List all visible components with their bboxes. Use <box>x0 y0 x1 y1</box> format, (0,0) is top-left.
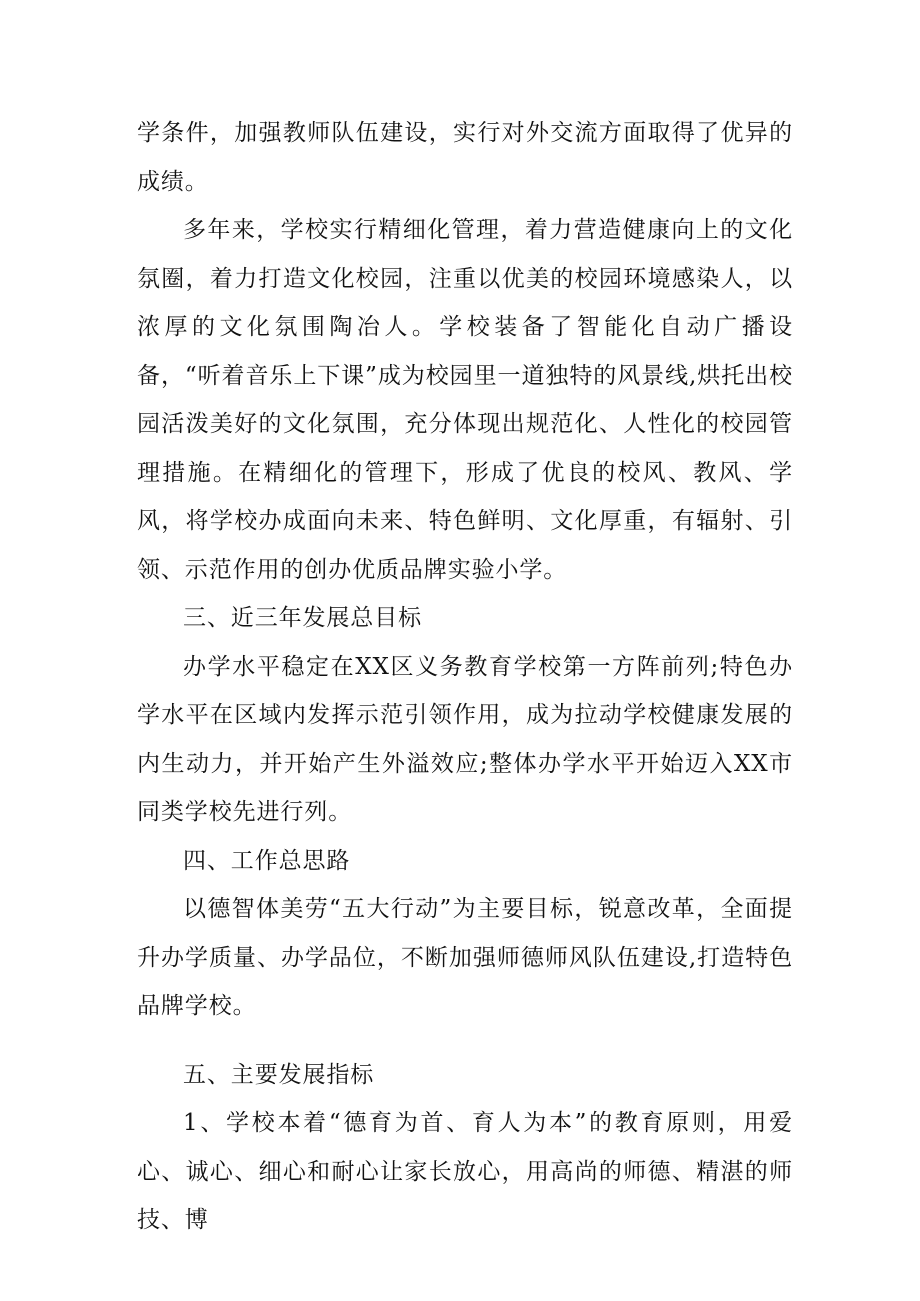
section-heading-indicators: 五、主要发展指标 <box>183 1061 375 1088</box>
section-heading-goals: 三、近三年发展总目标 <box>183 605 422 631</box>
section-heading-approach: 四、工作总思路 <box>183 847 351 874</box>
paragraph-management: 多年来，学校实行精细化管理，着力营造健康向上的文化氛圈，着力打造文化校园，注重以优美的校园环境感染人，以浓厚的文化氛围陶冶人。学校装备了智能化自动广播设备，“听着音乐上下课”成为校园里一道独特的风景线,烘托出校园活泼美好的文化氛围，充分体现出规范化、人性化的校园管理措施。在精细化的管理下，形成了优良的校风、教风、学风，将学校办成面向未来、特色鲜明、文化厚重，有辐射、引领、示范作用的创办优质品牌实验小学。 <box>137 217 793 583</box>
paragraph-continuation: 学条件，加强教师队伍建设，实行对外交流方面取得了优异的成绩。 <box>137 120 793 195</box>
paragraph-approach: 以德智体美劳“五大行动”为主要目标，锐意改革，全面提升办学质量、办学品位，不断加强师德师风队伍建设,打造特色品牌学校。 <box>137 896 793 1019</box>
section-spacer <box>137 1031 793 1051</box>
paragraph-goals: 办学水平稳定在XX区义务教育学校第一方阵前列;特色办学水平在区域内发挥示范引领作用，成为拉动学校健康发展的内生动力，并开始产生外溢效应;整体办学水平开始迈入XX市同类学校先进行列。 <box>137 653 793 825</box>
document-body <box>137 109 793 1245</box>
paragraph-indicator-1: 1、学校本着“德育为首、育人为本”的教育原则，用爱心、诚心、细心和耐心让家长放心，用高尚的师德、精湛的师技、博 <box>137 1110 793 1233</box>
